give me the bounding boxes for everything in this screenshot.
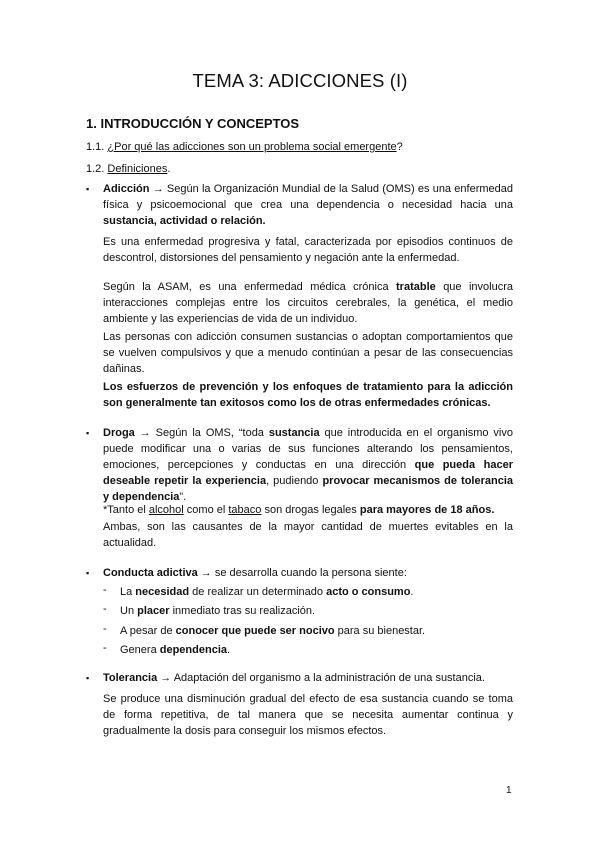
text: Genera [120,644,160,656]
text: Según la ASAM, es una enfermedad médica crónica [103,281,397,293]
underlined-text: tabaco [228,504,262,516]
text: La [120,586,136,598]
adiccion-definition [103,181,513,229]
subsection-title: Definiciones [107,163,168,175]
list-item [120,642,230,658]
list-item [120,584,413,600]
adiccion-paragraph-2: Es una enfermedad progresiva y fatal, caracterizada por episodios continuos de descontrol, distorsiones del pensamiento y negación ante la enfermedad. [103,236,513,264]
subsection-end: ? [396,141,403,153]
term: Adicción [103,183,150,195]
bold-text: acto o consumo [326,586,411,598]
droga-definition [103,425,513,505]
tolerancia-definition [103,670,513,686]
subsection-number: 1.1. [86,141,108,153]
bold-text: placer [137,605,170,617]
bold-text: sustancia [268,427,320,439]
text: → Según la OMS, “toda [134,427,269,439]
bold-text: que pueda hacer deseable repetir la experiencia [103,459,513,487]
bullet-icon: ▪ [86,428,90,438]
text: , pudiendo [266,475,323,487]
dash-icon: - [103,623,107,635]
section-heading: 1. INTRODUCCIÓN Y CONCEPTOS [86,116,300,131]
subsection-number: 1.2. [86,163,108,175]
text: ”. [179,491,187,503]
definition-text: → Según la Organización Mundial de la Salud (OMS) es una enfermedad física y psicoemocional que crea una dependencia o necesidad hacia una [103,183,513,211]
bullet-icon: ▪ [86,673,90,683]
text: para su bienestar. [334,625,426,637]
text: . [410,586,414,598]
subsection-1-2 [86,161,170,177]
text: inmediato tras su realización. [169,605,316,617]
text: → Adaptación del organismo a la administración de una sustancia. [157,672,485,684]
text: . [227,644,231,656]
text: que introducida en el organismo vivo puede modificar una o varias de sus funciones alterando los pensamientos, emociones, percepciones y conductas en una dirección [103,427,513,471]
term: Droga [103,427,135,439]
underlined-text: alcohol [148,504,184,516]
droga-note [103,502,513,518]
text: de realizar un determinado [189,586,327,598]
bold-text: necesidad [135,586,190,598]
bold-text: conocer que puede ser nocivo [175,625,335,637]
bold-text: provocar mecanismos de tolerancia y dependencia [103,475,514,503]
text: Un [120,605,138,617]
page-title: TEMA 3: ADICCIONES (I) [192,70,408,91]
list-item [120,603,315,619]
dash-icon: - [103,642,107,654]
subsection-end: . [167,163,171,175]
term: Tolerancia [103,672,158,684]
droga-note-2: Ambas, son las causantes de la mayor cantidad de muertes evitables en la actualidad. [103,521,513,549]
adiccion-paragraph-4: Las personas con adicción consumen sustancias o adoptan comportamientos que se vuelven compulsivos y que a menudo continúan a pesar de las consecuencias dañinas. [103,331,513,375]
adiccion-paragraph-3 [103,279,513,327]
list-item [120,623,425,639]
page-number: 1 [506,785,512,796]
dash-icon: - [103,603,107,615]
text: que involucra interacciones complejas entre los circuitos cerebrales, la genética, el medio ambiente y las experiencias de vida de un individuo. [103,281,513,325]
adiccion-paragraph-5: Los esfuerzos de prevención y los enfoques de tratamiento para la adicción son generalmente tan exitosos como los de otras enfermedades crónicas. [103,381,513,409]
conducta-definition [103,565,513,581]
text: son drogas legales [261,504,360,516]
bold-text: tratable [396,281,436,293]
tolerancia-paragraph-2: Se produce una disminución gradual del efecto de esa sustancia cuando se toma de forma repetitiva, de tal manera que se necesita aumentar continua y gradualmente la dosis para conseguir los mismos efectos. [103,693,513,737]
bullet-icon: ▪ [86,184,90,194]
subsection-1-1 [86,139,403,155]
bullet-icon: ▪ [86,568,90,578]
text: A pesar de [120,625,176,637]
text: como el [183,504,229,516]
definition-bold: sustancia, actividad o relación. [103,215,266,227]
bold-text: para mayores de 18 años. [359,504,495,516]
dash-icon: - [103,584,107,596]
term: Conducta adictiva [103,567,198,579]
subsection-title: ¿Por qué las adicciones son un problema social emergente [107,141,397,153]
text: *Tanto el [103,504,149,516]
text: → se desarrolla cuando la persona siente: [197,567,407,579]
bold-text: dependencia [159,644,227,656]
